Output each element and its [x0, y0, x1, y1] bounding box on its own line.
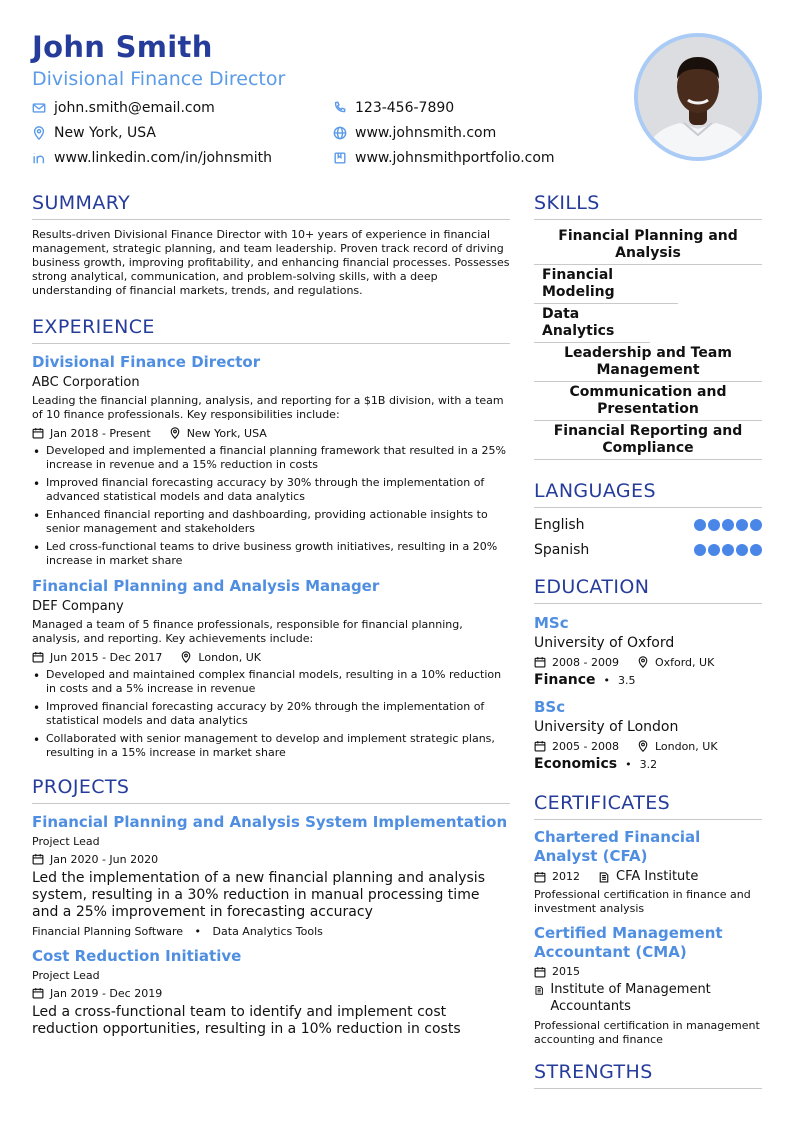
contact-website[interactable] — [333, 123, 612, 143]
education-heading: EDUCATION — [534, 576, 762, 604]
job-location: London, UK — [198, 650, 262, 664]
certificate-meta — [534, 981, 762, 1015]
skill-item: Data Analytics — [534, 304, 650, 343]
language-level — [694, 544, 762, 556]
level-dot — [708, 544, 720, 556]
job-meta — [32, 425, 510, 441]
job-location: New York, USA — [186, 426, 267, 440]
skill-item: Leadership and Team Management — [534, 343, 762, 382]
location-text: New York, USA — [54, 125, 156, 141]
education-meta — [534, 738, 762, 754]
candidate-title: Divisional Finance Director — [32, 68, 286, 90]
project-entry — [32, 813, 510, 938]
language-row — [534, 537, 762, 562]
certificate-issuer: CFA Institute — [616, 869, 699, 884]
certificate-title: Chartered Financial Analyst (CFA) — [534, 828, 701, 865]
calendar-icon — [534, 871, 546, 883]
profile-photo — [634, 33, 762, 161]
skill-item: Financial Reporting and Compliance — [534, 421, 762, 460]
skills-heading: SKILLS — [534, 192, 762, 220]
calendar-icon — [534, 966, 546, 978]
project-role: Project Lead — [32, 835, 100, 848]
education-field-row — [534, 672, 762, 688]
skills-list — [534, 226, 762, 460]
job-entry — [32, 577, 510, 760]
job-bullets — [32, 668, 510, 760]
education-field-row — [534, 756, 762, 772]
education-meta — [534, 654, 762, 670]
language-level — [694, 519, 762, 531]
education-location: Oxford, UK — [654, 655, 715, 669]
level-dot — [722, 519, 734, 531]
institution-icon — [534, 984, 544, 996]
job-bullets — [32, 444, 510, 568]
education-dates: 2005 - 2008 — [552, 739, 619, 753]
level-dot — [708, 519, 720, 531]
contact-location — [32, 123, 333, 143]
right-column — [534, 192, 762, 1089]
project-meta — [32, 851, 510, 867]
list-item: • Developed and maintained complex financial models, resulting in a 10% reduction in costs and a 5% increase in revenue — [32, 668, 510, 696]
field-separator: • — [625, 757, 632, 771]
location-icon — [180, 651, 192, 663]
job-dates: Jun 2015 - Dec 2017 — [50, 650, 163, 664]
list-item: • Led cross-functional teams to drive business growth initiatives, resulting in a 20% increase in market share — [32, 540, 510, 568]
left-column — [32, 192, 510, 1038]
level-dot — [722, 544, 734, 556]
experience-heading: EXPERIENCE — [32, 316, 510, 344]
education-gpa: 3.2 — [639, 757, 658, 771]
education-entry — [534, 614, 762, 688]
certificate-entry — [534, 924, 762, 1047]
project-description: Led the implementation of a new financial planning and analysis system, resulting in a 30% reduction in manual processing time and a 25% improvement in forecasting accuracy — [32, 870, 485, 920]
contact-email[interactable] — [32, 98, 333, 118]
calendar-icon — [32, 427, 44, 439]
level-dot — [694, 519, 706, 531]
project-tag: Financial Planning Software — [32, 925, 184, 938]
calendar-icon — [534, 656, 546, 668]
project-entry — [32, 947, 510, 1038]
contact-linkedin[interactable] — [32, 148, 333, 168]
job-description: Managed a team of 5 finance professionals, responsible for financial planning, analysis, and reporting. Key achievements include: — [32, 618, 463, 645]
level-dot — [750, 544, 762, 556]
projects-heading: PROJECTS — [32, 776, 510, 804]
contact-info — [32, 98, 612, 168]
tag-separator: • — [194, 925, 202, 938]
project-dates: Jan 2019 - Dec 2019 — [50, 986, 163, 1000]
language-name: Spanish — [534, 541, 590, 558]
education-location: London, UK — [654, 739, 718, 753]
list-item: • Improved financial forecasting accuracy by 30% through the implementation of advanced statistical models and data analytics — [32, 476, 510, 504]
education-field: Economics — [534, 756, 618, 772]
education-school: University of Oxford — [534, 635, 675, 651]
calendar-icon — [32, 987, 44, 999]
language-row — [534, 512, 762, 537]
location-icon — [32, 126, 54, 140]
job-company: ABC Corporation — [32, 375, 140, 390]
skill-item: Financial Planning and Analysis — [534, 226, 762, 265]
email-icon — [32, 101, 54, 115]
skill-item: Communication and Presentation — [534, 382, 762, 421]
job-meta — [32, 649, 510, 665]
summary-text: Results-driven Divisional Finance Director with 10+ years of experience in financial management, strategic planning, and team leadership. Proven track record of driving business growth, improving profitability, and enhancing financial processes. Possesses strong analytical, communication, and problem-solving skills, with a deep understanding of financial markets, trends, and regulations. — [32, 228, 510, 297]
project-tags — [32, 925, 510, 938]
education-degree: MSc — [534, 614, 569, 632]
skill-item: Financial Modeling — [534, 265, 678, 304]
level-dot — [736, 519, 748, 531]
project-tag: Data Analytics Tools — [212, 925, 323, 938]
education-entry — [534, 698, 762, 772]
certificate-meta — [534, 965, 762, 978]
languages-list — [534, 512, 762, 562]
certificate-title: Certified Management Accountant (CMA) — [534, 924, 723, 961]
contact-portfolio[interactable] — [333, 148, 612, 168]
certificate-entry — [534, 828, 762, 916]
certificate-issuer: Institute of Management Accountants — [550, 982, 711, 1014]
email-text: john.smith@email.com — [54, 100, 215, 116]
strengths-heading: STRENGTHS — [534, 1061, 762, 1089]
job-company: DEF Company — [32, 599, 124, 614]
job-description: Leading the financial planning, analysis, and reporting for a $1B division, with a team of 10 finance professionals. Key responsibilities include: — [32, 394, 504, 421]
list-item: • Collaborated with senior management to develop and implement strategic plans, resulting in a 15% increase in market share — [32, 732, 510, 760]
certificate-year: 2012 — [552, 870, 580, 883]
level-dot — [750, 519, 762, 531]
certificate-description: Professional certification in finance and investment analysis — [534, 888, 751, 915]
field-separator: • — [603, 673, 611, 687]
calendar-icon — [32, 651, 44, 663]
list-item: • Enhanced financial reporting and dashboarding, providing actionable insights to senior management and stakeholders — [32, 508, 510, 536]
project-meta — [32, 985, 510, 1001]
project-role: Project Lead — [32, 969, 100, 982]
website-text: www.johnsmith.com — [355, 125, 497, 141]
language-name: English — [534, 516, 585, 533]
calendar-icon — [534, 740, 546, 752]
portfolio-text: www.johnsmithportfolio.com — [355, 150, 555, 166]
education-degree: BSc — [534, 698, 566, 716]
candidate-name: John Smith — [32, 30, 213, 64]
project-title: Cost Reduction Initiative — [32, 947, 242, 965]
education-school: University of London — [534, 719, 679, 735]
job-title: Financial Planning and Analysis Manager — [32, 577, 380, 595]
job-entry — [32, 353, 510, 568]
summary-heading: SUMMARY — [32, 192, 510, 220]
bookmark-icon — [333, 151, 355, 165]
linkedin-icon — [32, 151, 54, 165]
calendar-icon — [32, 853, 44, 865]
phone-text: 123-456-7890 — [355, 100, 455, 116]
certificate-meta — [534, 869, 762, 884]
list-item: • Developed and implemented a financial planning framework that resulted in a 25% increase in revenue and a 15% reduction in costs — [32, 444, 510, 472]
education-dates: 2008 - 2009 — [552, 655, 619, 669]
certificates-heading: CERTIFICATES — [534, 792, 762, 820]
languages-heading: LANGUAGES — [534, 480, 762, 508]
list-item: • Improved financial forecasting accuracy by 20% through the implementation of statistical models and data analytics — [32, 700, 510, 728]
globe-icon — [333, 126, 355, 140]
location-icon — [637, 656, 649, 668]
project-title: Financial Planning and Analysis System Implementation — [32, 813, 508, 831]
job-dates: Jan 2018 - Present — [50, 426, 151, 440]
location-icon — [637, 740, 649, 752]
certificate-year: 2015 — [552, 965, 580, 978]
project-dates: Jan 2020 - Jun 2020 — [50, 852, 159, 866]
certificate-description: Professional certification in management accounting and finance — [534, 1019, 760, 1046]
education-gpa: 3.5 — [618, 673, 636, 687]
institution-icon — [598, 871, 610, 883]
project-description: Led a cross-functional team to identify and implement cost reduction opportunities, resulting in a 10% reduction in costs — [32, 1004, 461, 1037]
location-icon — [169, 427, 181, 439]
level-dot — [736, 544, 748, 556]
contact-phone[interactable] — [333, 98, 612, 118]
level-dot — [694, 544, 706, 556]
linkedin-text: www.linkedin.com/in/johnsmith — [54, 150, 272, 166]
job-title: Divisional Finance Director — [32, 353, 261, 371]
phone-icon — [333, 101, 355, 115]
education-field: Finance — [534, 672, 596, 688]
